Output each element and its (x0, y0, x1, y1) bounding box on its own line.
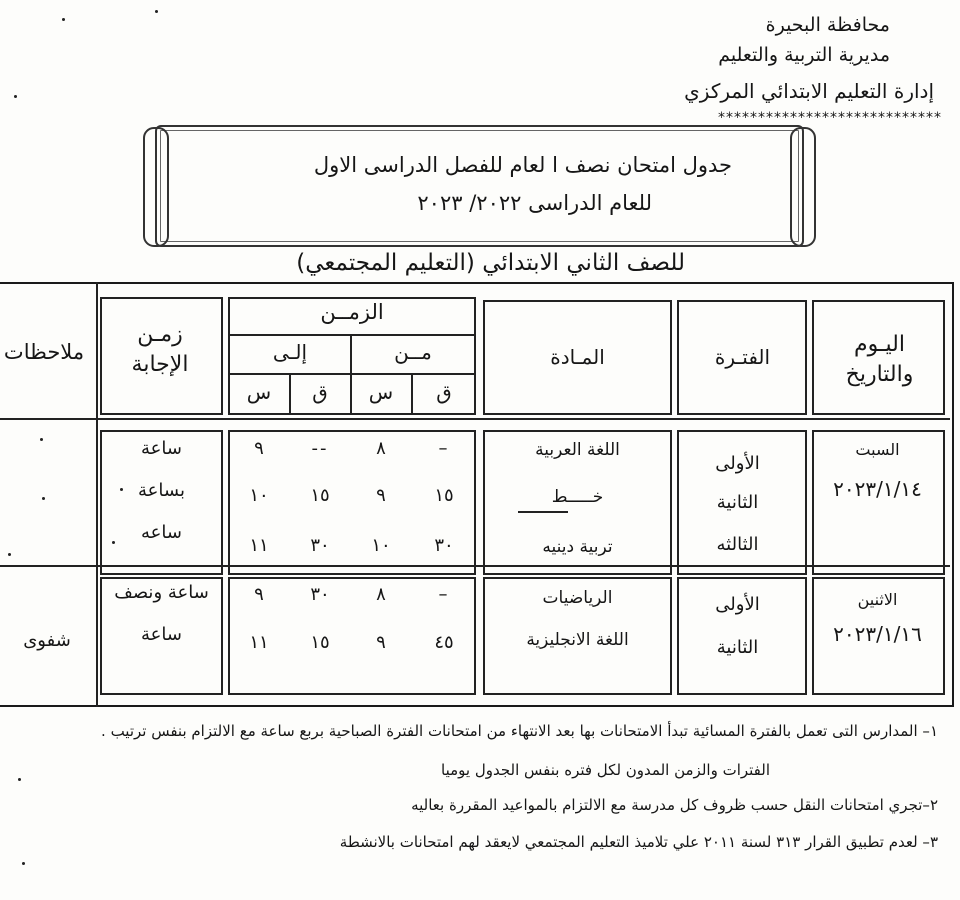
governorate-text: محافظة البحيرة (765, 14, 890, 36)
grade-subtitle: للصف الثاني الابتدائي (التعليم المجتمعي) (296, 250, 685, 276)
separator-stars: **************************** (718, 110, 942, 126)
d2r2-from-hour: ٩ (376, 632, 386, 653)
header-to-minute: ق (312, 380, 328, 404)
d2-notes: شفوى (23, 630, 71, 651)
academic-year: للعام الدراسى ٢٠٢٢/ ٢٠٢٣ (417, 191, 652, 215)
d2r1-from-min: – (438, 584, 450, 605)
header-from-hour: س (368, 380, 394, 404)
day2-date: ٢٠٢٣/١/١٦ (833, 622, 922, 646)
d1r2-duration: بساعة (138, 480, 185, 501)
note-3: ٣– لعدم تطبيق القرار ٣١٣ لسنة ٢٠١١ علي تلاميذ التعليم المجتمعي لايعقد لهم امتحانات بالانشطة (339, 833, 938, 851)
d1r2-from-hour: ٩ (376, 485, 386, 506)
d2r1-to-hour: ٩ (254, 584, 264, 605)
day1-name: السبت (855, 440, 900, 459)
header-period: الفتـرة (714, 345, 771, 369)
d1r1-subject: اللغة العربية (535, 440, 620, 460)
speck (120, 488, 123, 491)
directorate-text: مديرية التربية والتعليم (718, 44, 890, 66)
d1r3-period: الثالثه (716, 534, 759, 555)
speck (18, 778, 21, 781)
header-from-minute: ق (436, 380, 452, 404)
speck (42, 497, 45, 500)
day2-name: الاثنين (857, 590, 898, 609)
d1r2-from-min: ١٥ (434, 485, 454, 506)
header-duration: زمـن الإجابة (131, 322, 189, 377)
speck (40, 438, 43, 441)
d1r1-from-min: – (438, 438, 450, 459)
d2r1-from-hour: ٨ (376, 584, 386, 605)
header-notes: ملاحظات (3, 340, 85, 364)
d2r1-subject: الرياضيات (542, 588, 613, 608)
d1r3-to-min: ٣٠ (310, 535, 330, 556)
d1r3-to-hour: ١١ (249, 535, 269, 556)
administration-text: إدارة التعليم الابتدائي المركزي (684, 79, 934, 103)
notes-divider (96, 282, 98, 707)
d1r3-from-hour: ١٠ (371, 535, 391, 556)
d2r2-duration: ساعة (141, 624, 182, 645)
d1r2-period: الثانية (716, 492, 759, 513)
header-from: مــن (394, 340, 432, 364)
time-divider-2 (228, 373, 476, 375)
d1r1-period: الأولى (715, 453, 760, 474)
d2r2-to-min: ١٥ (310, 632, 330, 653)
header-day-date: اليـوم والتاريخ (845, 332, 914, 387)
scroll-curl-right (790, 127, 816, 247)
speck (112, 541, 115, 544)
time-divider-1 (228, 334, 476, 336)
d1r2-subject: خـــــط (551, 487, 604, 507)
note-2: ٢–تجري امتحانات النقل حسب ظروف كل مدرسة مع الالتزام بالمواعيد المقررة بعاليه (411, 796, 938, 814)
calligraphy-underline (518, 511, 568, 513)
speck (14, 95, 17, 98)
d2r1-period: الأولى (715, 594, 760, 615)
d1r1-duration: ساعة (141, 438, 182, 459)
d2r2-subject: اللغة الانجليزية (526, 630, 629, 650)
note-1b: الفترات والزمن المدون لكل فتره بنفس الجدول يوميا (441, 761, 770, 779)
title-scroll (155, 125, 804, 247)
d1r1-from-hour: ٨ (376, 438, 386, 459)
header-subject: المـادة (550, 345, 605, 369)
d2r2-period: الثانية (716, 637, 759, 658)
speck (22, 862, 25, 865)
d1r2-to-hour: ١٠ (249, 485, 269, 506)
day-separator-line (0, 565, 950, 567)
d2r2-from-min: ٤٥ (434, 632, 454, 653)
schedule-title: جدول امتحان نصف ا لعام للفصل الدراسى الاول (313, 153, 732, 177)
d1r3-from-min: ٣٠ (434, 535, 454, 556)
d1r1-to-min: -- (311, 438, 329, 459)
header-to: إلـى (272, 340, 308, 364)
header-time: الزمــن (320, 300, 384, 324)
d1r3-subject: تربية دينيه (542, 537, 613, 557)
speck (8, 553, 11, 556)
d2r1-duration: ساعة ونصف (114, 582, 209, 603)
d2r2-to-hour: ١١ (249, 632, 269, 653)
speck (62, 18, 65, 21)
header-to-hour: س (246, 380, 272, 404)
scroll-curl-left (143, 127, 169, 247)
header-bottom-line (0, 418, 950, 420)
speck (155, 10, 158, 13)
d1r1-to-hour: ٩ (254, 438, 264, 459)
d2r1-to-min: ٣٠ (310, 584, 330, 605)
d1r3-duration: ساعه (141, 522, 182, 543)
day1-date: ٢٠٢٣/١/١٤ (833, 477, 922, 501)
note-1a: ١– المدارس التى تعمل بالفترة المسائية تبدأ الامتحانات بها بعد الانتهاء من امتحانات الفترة الصباحية بربع ساعة مع الالتزام بنفس ترتيب . (101, 722, 938, 740)
d1r2-to-min: ١٥ (310, 485, 330, 506)
